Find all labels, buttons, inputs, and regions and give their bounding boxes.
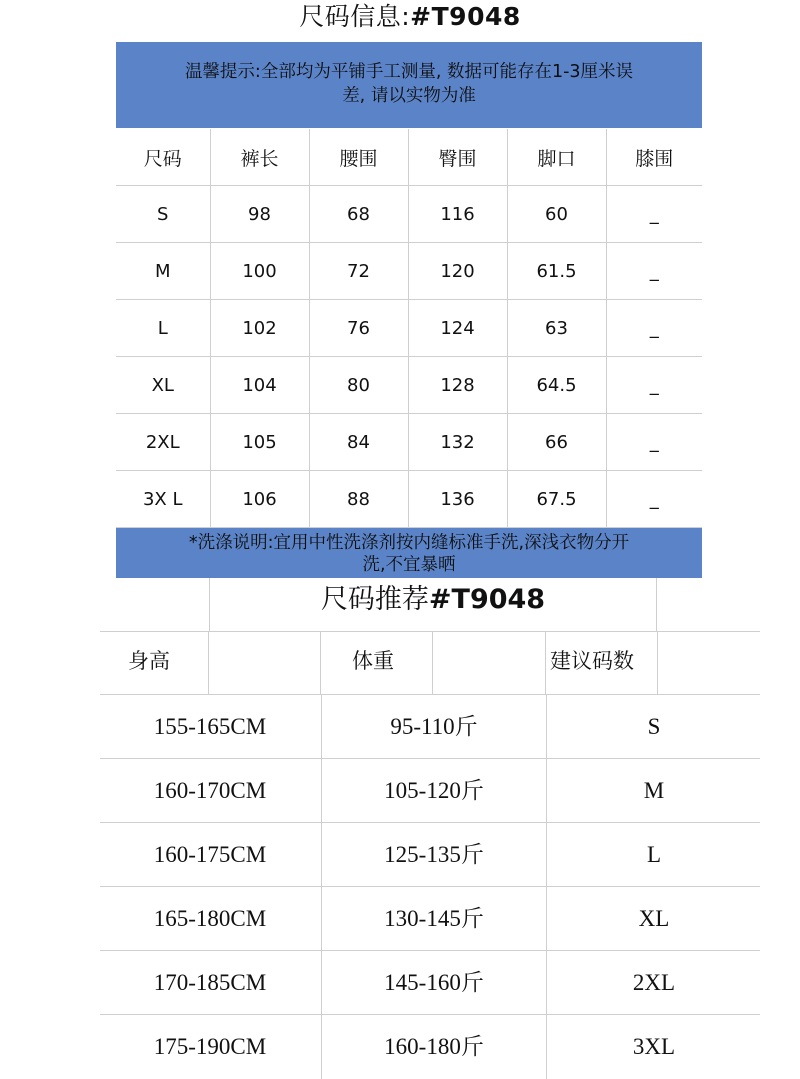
cell-waist: 68: [309, 186, 408, 243]
cell-knee: _: [606, 243, 702, 300]
header-height: 身高: [128, 649, 170, 673]
table-row: [116, 300, 702, 357]
size-info-title-text: 尺码信息:: [299, 2, 411, 31]
header-knee: 膝围: [606, 129, 702, 186]
cell-waist: 76: [309, 300, 408, 357]
cell-pants-length: 102: [210, 300, 309, 357]
cell-weight: 95-110斤: [321, 695, 546, 759]
cell-size: 2XL: [116, 414, 210, 471]
cell-size: M: [116, 243, 210, 300]
cell-hip: 128: [408, 357, 507, 414]
size-chart-table: [116, 129, 702, 528]
table-row: [116, 414, 702, 471]
cell-pants-length: 100: [210, 243, 309, 300]
cell-size: 2XL: [546, 951, 761, 1015]
table-row: [100, 951, 760, 1015]
cell-height: 175-190CM: [153, 1034, 267, 1059]
cell-hip: 132: [408, 414, 507, 471]
cell-weight: 105-120斤: [321, 759, 546, 823]
cell-knee: _: [606, 300, 702, 357]
cell-weight: 130-145斤: [321, 887, 546, 951]
cell-pants-length: 98: [210, 186, 309, 243]
recommend-header-row: [100, 631, 760, 695]
cell-pants-length: 104: [210, 357, 309, 414]
cell-size: 3X L: [116, 471, 210, 528]
table-row: [116, 186, 702, 243]
cell-waist: 72: [309, 243, 408, 300]
size-recommend-title-text: 尺码推荐: [320, 584, 429, 615]
cell-size: L: [116, 300, 210, 357]
cell-knee: _: [606, 357, 702, 414]
cell-height: 165-180CM: [153, 906, 267, 931]
cell-hip: 120: [408, 243, 507, 300]
cell-weight: 160-180斤: [321, 1015, 546, 1079]
cell-waist: 88: [309, 471, 408, 528]
size-info-product-code: #T9048: [410, 2, 521, 31]
cell-hip: 116: [408, 186, 507, 243]
cell-hip: 136: [408, 471, 507, 528]
cell-pants-length: 105: [210, 414, 309, 471]
cell-leg-opening: 64.5: [507, 357, 606, 414]
header-size: 尺码: [116, 129, 210, 186]
cell-weight: 145-160斤: [321, 951, 546, 1015]
table-row: [116, 471, 702, 528]
size-chart-header-row: [116, 129, 702, 186]
cell-height: 160-175CM: [153, 842, 267, 867]
size-recommend-product-code: #T9048: [428, 584, 546, 615]
size-info-title: [0, 0, 800, 34]
cell-hip: 124: [408, 300, 507, 357]
table-row: [116, 243, 702, 300]
cell-waist: 84: [309, 414, 408, 471]
notice-line-2: 差, 请以实物为准: [342, 86, 476, 106]
header-divider: [432, 632, 433, 694]
cell-size: XL: [116, 357, 210, 414]
notice-line-1: 温馨提示:全部均为平铺手工测量, 数据可能存在1-3厘米误: [184, 62, 634, 82]
cell-leg-opening: 60: [507, 186, 606, 243]
cell-size: 3XL: [546, 1015, 761, 1079]
cell-knee: _: [606, 186, 702, 243]
cell-leg-opening: 66: [507, 414, 606, 471]
header-hip: 臀围: [408, 129, 507, 186]
cell-knee: _: [606, 414, 702, 471]
table-row: [100, 695, 760, 759]
table-row: [100, 823, 760, 887]
cell-leg-opening: 63: [507, 300, 606, 357]
cell-leg-opening: 61.5: [507, 243, 606, 300]
table-row: [100, 759, 760, 823]
header-divider: [657, 632, 658, 694]
wash-line-2: 洗,不宜暴晒: [362, 555, 456, 575]
cell-knee: _: [606, 471, 702, 528]
cell-size: S: [116, 186, 210, 243]
header-waist: 腰围: [309, 129, 408, 186]
header-divider: [545, 632, 546, 694]
cell-pants-length: 106: [210, 471, 309, 528]
table-row: [116, 357, 702, 414]
header-divider: [320, 632, 321, 694]
cell-height: 160-170CM: [153, 778, 267, 803]
cell-size: S: [546, 695, 761, 759]
cell-size: L: [546, 823, 761, 887]
cell-weight: 125-135斤: [321, 823, 546, 887]
cell-height: 170-185CM: [153, 970, 267, 995]
header-weight: 体重: [352, 649, 394, 673]
measurement-notice-banner: [116, 42, 702, 128]
washing-instructions-banner: [116, 528, 702, 578]
header-suggested-size: 建议码数: [550, 649, 634, 673]
table-row: [100, 1015, 760, 1079]
header-leg-opening: 脚口: [507, 129, 606, 186]
header-divider: [208, 632, 209, 694]
cell-waist: 80: [309, 357, 408, 414]
wash-line-1: *洗涤说明:宜用中性洗涤剂按内缝标准手洗,深浅衣物分开: [188, 533, 630, 553]
header-pants-length: 裤长: [210, 129, 309, 186]
cell-size: M: [546, 759, 761, 823]
cell-size: XL: [546, 887, 761, 951]
recommend-table-body: [100, 695, 760, 1079]
table-row: [100, 887, 760, 951]
cell-height: 155-165CM: [153, 714, 267, 739]
size-recommend-title: [210, 580, 656, 620]
cell-leg-opening: 67.5: [507, 471, 606, 528]
